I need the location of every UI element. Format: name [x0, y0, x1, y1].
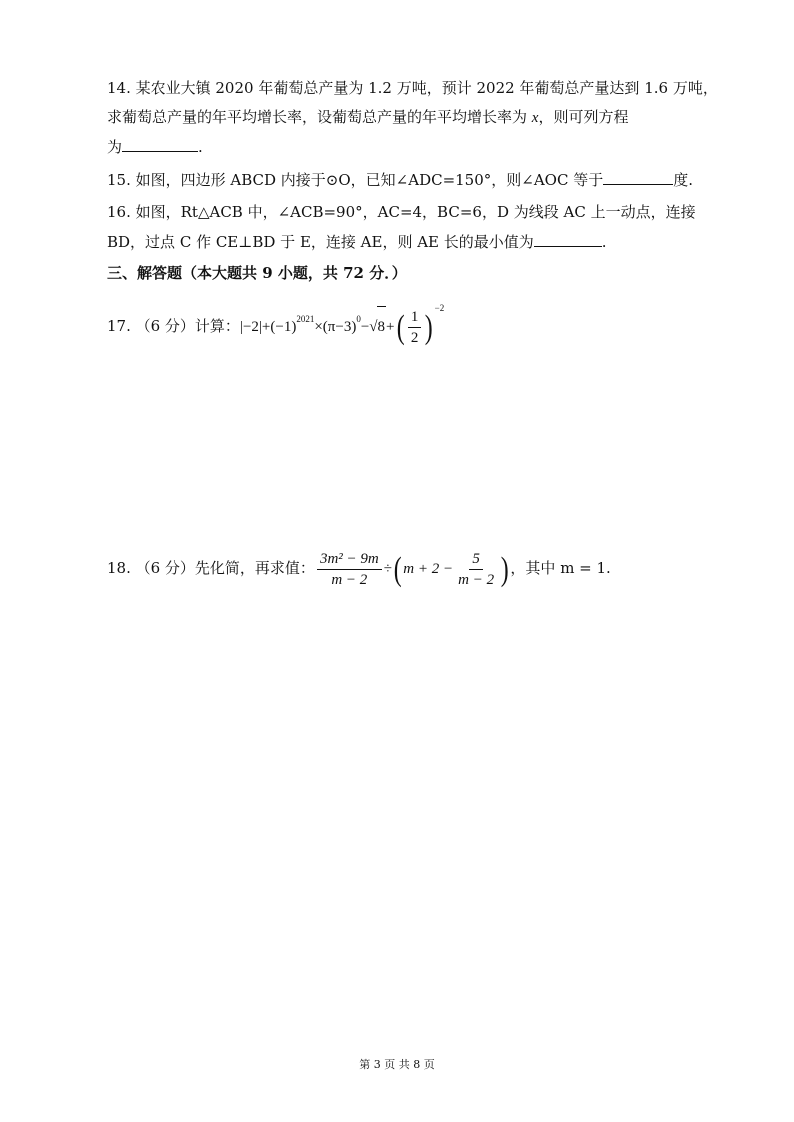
q18-right-paren: )	[500, 550, 509, 588]
q17-exp0: 0	[356, 314, 361, 324]
q15-text-b: 度.	[673, 171, 693, 189]
q15-line	[107, 169, 693, 190]
q18-inner: m + 2 −	[403, 561, 454, 577]
q18-line	[107, 546, 611, 591]
q14-text-3a: 为	[107, 138, 123, 156]
q17-minus: −	[360, 319, 370, 335]
q16-answer-blank[interactable]	[534, 231, 602, 247]
section-heading	[107, 263, 407, 283]
q14-text-2a: 求葡萄总产量的年平均增长率，设葡萄总产量的年平均增长率为	[107, 108, 532, 126]
q15-text-a: 15. 如图，四边形 ABCD 内接于⊙O，已知∠ADC=150°，则∠AOC 等于	[107, 171, 604, 189]
q17-plus1: +	[261, 319, 271, 335]
q17-plus2: +	[386, 319, 395, 335]
q17-left-paren: (	[396, 308, 405, 346]
section-title: 三、解答题（本大题共 9 小题，共 72 分．）	[107, 264, 407, 282]
q18-label: 18. （6 分）先化简，再求值：	[107, 559, 315, 577]
q16-text-2b: .	[601, 233, 607, 251]
q17-half-fraction	[408, 309, 422, 346]
q17-exp2021: 2021	[296, 314, 315, 324]
q14-text-3b: .	[198, 138, 203, 156]
q18-frac1-num: 3m² − 9m	[317, 551, 382, 570]
q14-text-1: 14. 某农业大镇 2020 年葡萄总产量为 1.2 万吨，预计 2022 年葡萄总产量达到 1.6 万吨，	[107, 79, 718, 97]
q17-right-paren: )	[425, 308, 433, 346]
q18-fraction-2	[455, 551, 497, 588]
q16-text-2a: BD，过点 C 作 CE⊥BD 于 E，连接 AE，则 AE 长的最小值为	[107, 233, 534, 251]
q18-frac1-den: m − 2	[331, 572, 368, 589]
q14-variable: x	[531, 110, 539, 126]
q17-expneg2: −2	[434, 303, 445, 313]
q18-divide: ÷	[383, 561, 392, 577]
q16-line2	[107, 231, 607, 252]
q18-tail: ，其中 m = 1.	[510, 559, 611, 577]
q17-abs: |−2|	[239, 319, 262, 335]
q17-pi-expr: (π−3)	[322, 319, 357, 335]
q17-half-num: 1	[408, 309, 422, 328]
q18-frac2-num: 5	[469, 551, 483, 570]
sqrt-sign: √	[369, 319, 378, 335]
q14-text-2b: ，则可列方程	[538, 108, 629, 126]
q14-line3	[107, 136, 203, 157]
q17-half-den: 2	[410, 330, 419, 347]
q18-fraction-1	[317, 551, 382, 588]
page-number: 第 3 页 共 8 页	[359, 1058, 435, 1071]
q17-label: 17. （6 分）计算：	[107, 317, 240, 335]
q15-answer-blank[interactable]	[603, 169, 673, 185]
q14-line1	[107, 78, 718, 98]
q16-text-1: 16. 如图，Rt△ACB 中，∠ACB=90°，AC=4，BC=6，D 为线段 AC 上一动点，连接	[107, 203, 696, 221]
q17-times: ×	[314, 319, 323, 335]
q14-answer-blank[interactable]	[122, 136, 198, 152]
q17-neg1: (−1)	[270, 319, 297, 335]
q17-sqrt-radicand: 8	[377, 306, 387, 347]
page-footer	[0, 1056, 794, 1072]
q18-frac2-den: m − 2	[458, 572, 495, 589]
q18-left-paren: (	[393, 550, 402, 588]
q17-line	[107, 302, 444, 347]
q14-line2	[107, 107, 628, 128]
q16-line1	[107, 202, 696, 222]
